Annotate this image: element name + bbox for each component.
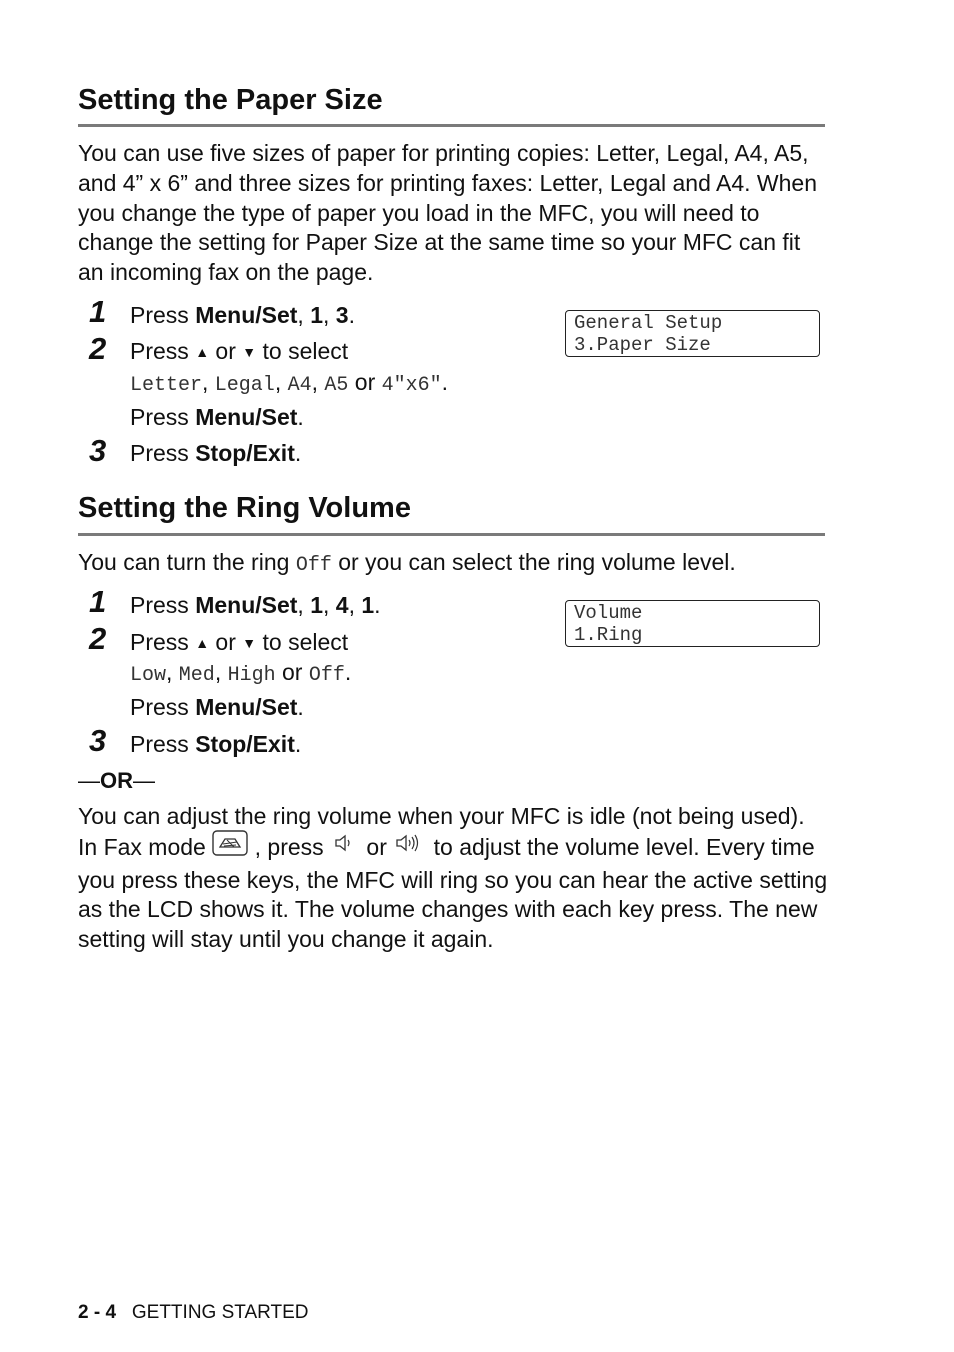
page-footer (78, 1302, 309, 1324)
ring-volume-paragraph: You can adjust the ring volume when your MFC is idle (not being used). In Fax mode , press or to adjust the volume level. Every time you press these keys, the MFC will ring so you can hear the active setting as the LCD shows it. The volume changes with each key press. The new setting will stay until you change it again. (78, 803, 828, 953)
step-text: Press ▲ or ▼ to select (130, 338, 349, 364)
or-separator: —OR— (78, 768, 155, 793)
step-options: Letter, Legal, A4, A5 or 4"x6". (130, 369, 449, 397)
step-number: 2 (89, 331, 107, 366)
section-divider (78, 124, 825, 127)
volume-down-icon (330, 832, 360, 862)
step-text: Press Stop/Exit. (130, 440, 302, 466)
paper-size-intro: You can use five sizes of paper for printing copies: Letter, Legal, A4, A5, and 4” x 6” and three sizes for printing faxes: Letter, Legal and A4. When you change the type of paper you load in the MFC, you will need to change the setting for Paper Size at the same time so your MFC can fit an incoming fax on the page. (78, 140, 817, 286)
page-number: 2 - 4 (78, 1302, 117, 1323)
step-text: Press Menu/Set. (130, 404, 304, 430)
step-number: 3 (89, 723, 107, 758)
step-text: Press Menu/Set, 1, 4, 1. (130, 592, 381, 618)
down-arrow-icon: ▼ (242, 344, 257, 360)
volume-up-icon (393, 832, 427, 862)
up-arrow-icon: ▲ (195, 344, 210, 360)
lcd-display: Volume 1.Ring (565, 600, 820, 647)
step-text: Press Stop/Exit. (130, 731, 302, 757)
chapter-label: GETTING STARTED (131, 1302, 309, 1323)
fax-key-icon (212, 830, 248, 864)
step-text: Press Menu/Set, 1, 3. (130, 302, 355, 328)
step-options: Low, Med, High or Off. (130, 659, 352, 687)
ring-volume-intro: You can turn the ring Off or you can select the ring volume level. (78, 549, 736, 577)
step-text: Press ▲ or ▼ to select (130, 629, 349, 655)
step-number: 1 (89, 584, 107, 619)
up-arrow-icon: ▲ (195, 635, 210, 651)
step-number: 1 (89, 294, 107, 329)
lcd-display: General Setup 3.Paper Size (565, 310, 820, 357)
step-number: 3 (89, 433, 107, 468)
section-title-ring-volume: Setting the Ring Volume (78, 492, 411, 524)
section-title-paper-size: Setting the Paper Size (78, 84, 383, 116)
down-arrow-icon: ▼ (242, 635, 257, 651)
step-number: 2 (89, 621, 107, 656)
section-divider (78, 533, 825, 536)
step-text: Press Menu/Set. (130, 694, 304, 720)
